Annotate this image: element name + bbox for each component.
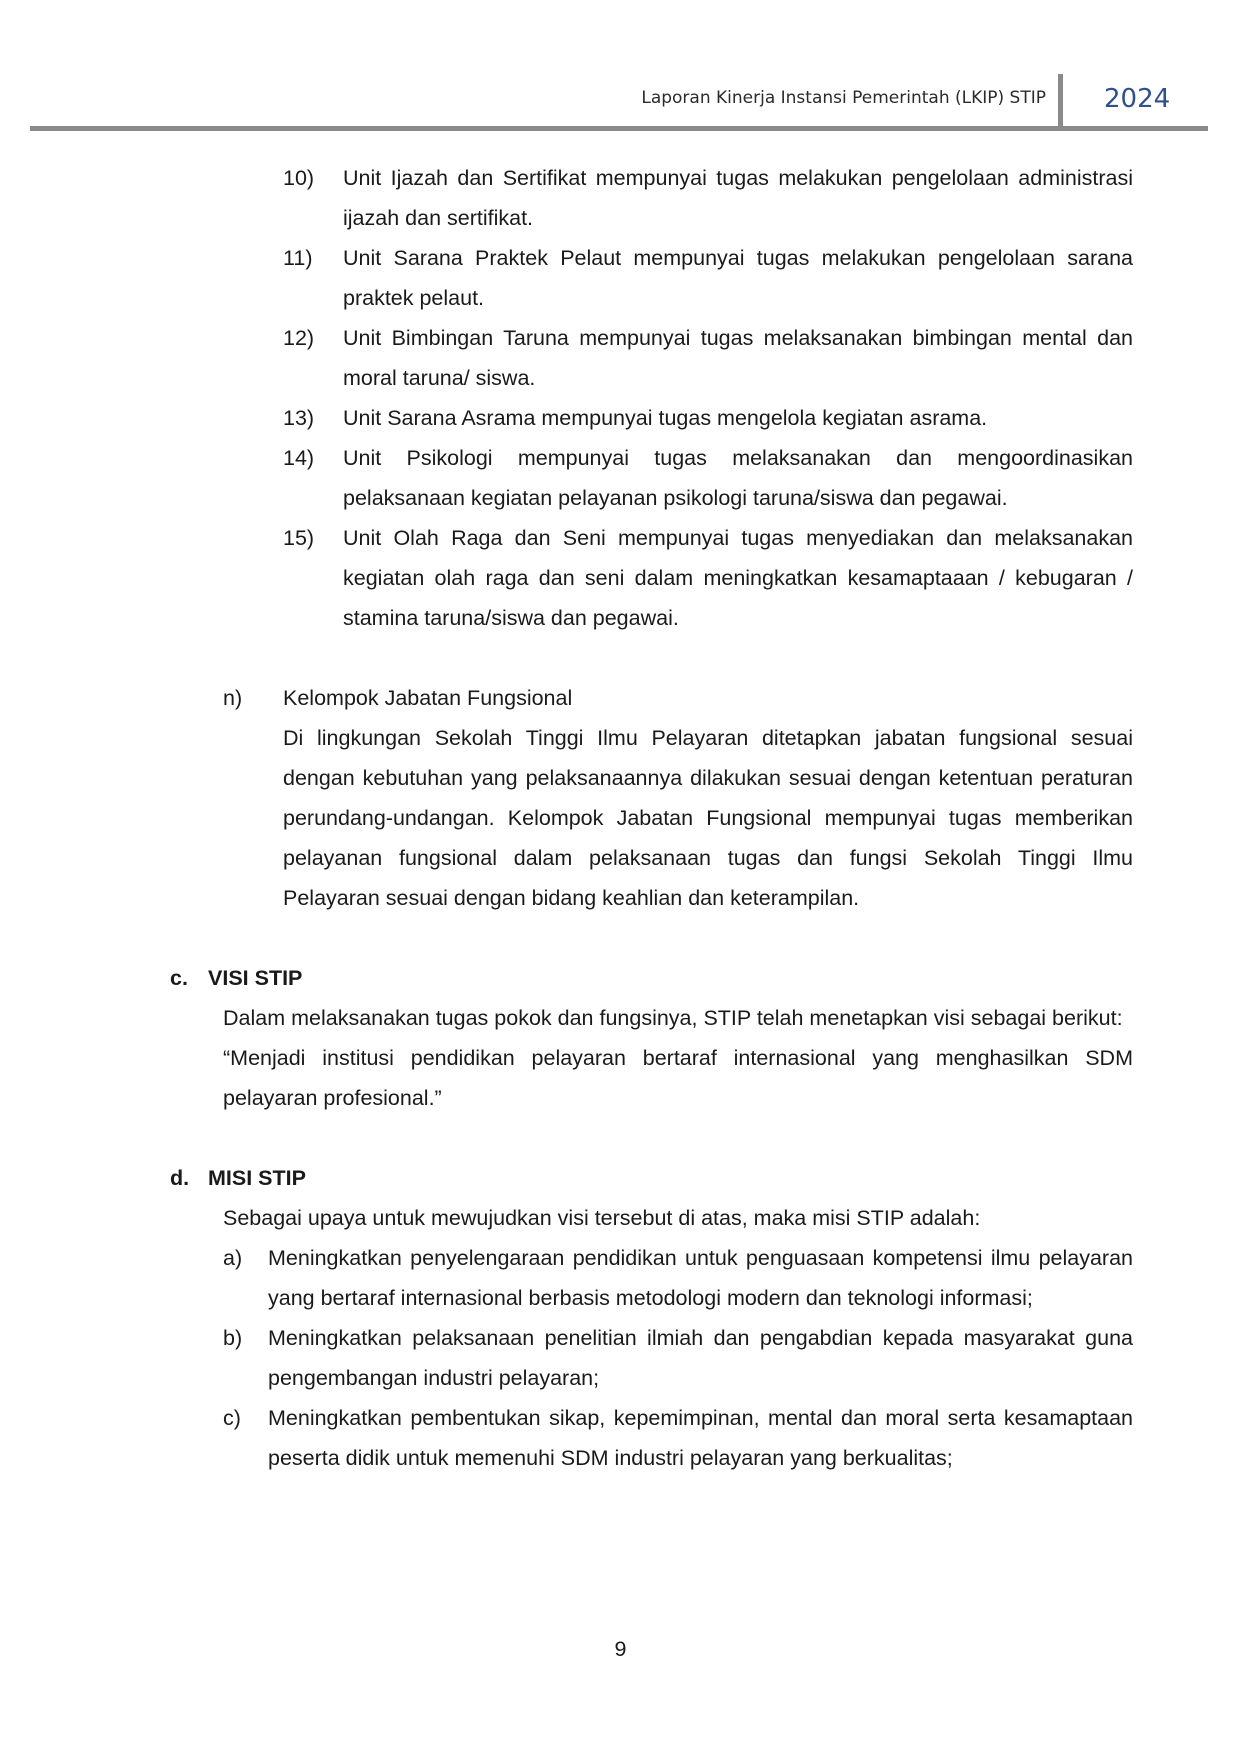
header-rule [30,126,1208,131]
visi-quote: “Menjadi institusi pendidikan pelayaran bertaraf internasional yang menghasilkan SDM pelayaran profesional.” [223,1046,1133,1110]
item-number: 14) [283,446,315,470]
item-text: Unit Psikologi mempunyai tugas melaksanakan dan mengoordinasikan pelaksanaan kegiatan pelayanan psikologi taruna/siswa dan pegawai. [343,446,1133,510]
misi-section [0,1158,1241,1478]
item-text: Di lingkungan Sekolah Tinggi Ilmu Pelayaran ditetapkan jabatan fungsional sesuai dengan kebutuhan yang pelaksanaannya dilakukan sesuai dengan ketentuan peraturan perundang-undangan. Kelompok Jabatan Fungsional mempunyai tugas memberikan pelayanan fungsional dalam pelaksanaan tugas dan fungsi Sekolah Tinggi Ilmu Pelayaran sesuai dengan bidang keahlian dan keterampilan. [283,726,1133,910]
item-letter: b) [223,1326,243,1350]
item-number: 13) [283,406,315,430]
item-text: Unit Ijazah dan Sertifikat mempunyai tugas melakukan pengelolaan administrasi ijazah dan sertifikat. [343,166,1133,230]
kelompok-section [223,678,1133,918]
list-item [223,1238,1133,1318]
item-number: 12) [283,326,315,350]
item-text: Meningkatkan pembentukan sikap, kepemimpinan, mental dan moral serta kesamaptaan peserta didik untuk memenuhi SDM industri pelayaran yang berkualitas; [268,1406,1133,1470]
item-number: 15) [283,526,315,550]
section-heading [170,958,1241,998]
list-item [223,1398,1133,1478]
page-content [0,158,1241,1478]
item-letter: c) [223,1406,241,1430]
section-letter: c. [170,966,188,990]
visi-section [0,958,1241,1118]
item-number: 10) [283,166,315,190]
header-separator [1058,74,1063,128]
item-letter: n) [223,686,243,710]
item-text: Unit Bimbingan Taruna mempunyai tugas melaksanakan bimbingan mental dan moral taruna/ siswa. [343,326,1133,390]
unit-list [283,158,1133,638]
list-item [283,238,1133,318]
item-number: 11) [283,246,313,270]
page-number: 9 [614,1637,627,1661]
item-text: Unit Sarana Praktek Pelaut mempunyai tugas melakukan pengelolaan sarana praktek pelaut. [343,246,1133,310]
misi-intro: Sebagai upaya untuk mewujudkan visi tersebut di atas, maka misi STIP adalah: [223,1206,981,1230]
section-title: VISI STIP [208,966,303,990]
section-title: MISI STIP [208,1166,306,1190]
item-title: Kelompok Jabatan Fungsional [283,686,573,710]
list-item [223,1318,1133,1398]
list-item [223,678,1133,918]
header-title: Laporan Kinerja Instansi Pemerintah (LKIP) STIP [641,88,1046,108]
section-letter: d. [170,1166,190,1190]
item-text: Meningkatkan pelaksanaan penelitian ilmiah dan pengabdian kepada masyarakat guna pengembangan industri pelayaran; [268,1326,1133,1390]
section-heading [170,1158,1241,1198]
item-letter: a) [223,1246,243,1270]
list-item [283,318,1133,398]
list-item [283,518,1133,638]
item-text: Meningkatkan penyelengaraan pendidikan untuk penguasaan kompetensi ilmu pelayaran yang bertaraf internasional berbasis metodologi modern dan teknologi informasi; [268,1246,1133,1310]
item-text: Unit Olah Raga dan Seni mempunyai tugas menyediakan dan melaksanakan kegiatan olah raga dan seni dalam meningkatkan kesamaptaaan / kebugaran / stamina taruna/siswa dan pegawai. [343,526,1133,630]
item-text: Unit Sarana Asrama mempunyai tugas mengelola kegiatan asrama. [343,406,988,430]
misi-list [223,1238,1133,1478]
list-item [283,438,1133,518]
list-item [283,158,1133,238]
list-item [283,398,1133,438]
visi-intro: Dalam melaksanakan tugas pokok dan fungsinya, STIP telah menetapkan visi sebagai berikut: [223,1006,1123,1030]
header-year: 2024 [1104,84,1171,114]
